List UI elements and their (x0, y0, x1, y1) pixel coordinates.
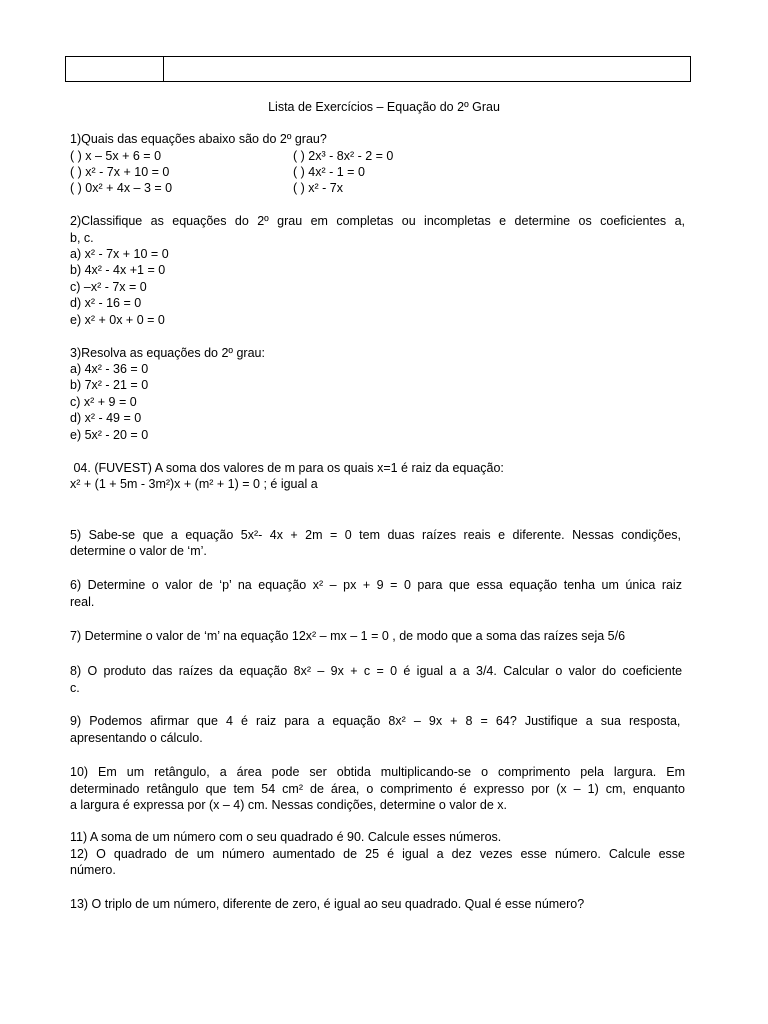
q7-text: 7) Determine o valor de ‘m’ na equação 12x² – mx – 1 = 0 , de modo que a soma das raízes seja 5/6 (70, 629, 626, 643)
q9-text: 9) Podemos afirmar que 4 é raiz para a equação 8x² – 9x + 8 = 64? Justifique a sua resposta, (70, 714, 681, 728)
q5-text-cont: determine o valor de ‘m’. (70, 544, 207, 558)
q1-option: ( ) x² - 7x + 10 = 0 (70, 165, 170, 179)
q2-prompt-cont: b, c. (70, 231, 94, 245)
header-cell-left (66, 57, 164, 81)
q4-text: 04. (FUVEST) A soma dos valores de m para os quais x=1 é raiz da equação: (70, 461, 504, 475)
q2-item: c) –x² - 7x = 0 (70, 280, 147, 294)
q10-text: 10) Em um retângulo, a área pode ser obtida multiplicando-se o comprimento pela largura. Em (70, 765, 685, 779)
q5-text: 5) Sabe-se que a equação 5x²- 4x + 2m = 0 tem duas raízes reais e diferente. Nessas condições, (70, 528, 682, 542)
q1-prompt: 1)Quais das equações abaixo são do 2º grau? (70, 132, 327, 146)
q8-text: 8) O produto das raízes da equação 8x² – 9x + c = 0 é igual a a 3/4. Calcular o valor do coeficiente (70, 664, 683, 678)
q2-item: b) 4x² - 4x +1 = 0 (70, 263, 166, 277)
header-cell-right (164, 57, 690, 81)
q1-option: ( ) x² - 7x (293, 181, 343, 195)
document-title: Lista de Exercícios – Equação do 2º Grau (268, 100, 500, 114)
q3-item: b) 7x² - 21 = 0 (70, 378, 149, 392)
q4-equation: x² + (1 + 5m - 3m²)x + (m² + 1) = 0 ; é igual a (70, 477, 318, 491)
q12-text: 12) O quadrado de um número aumentado de 25 é igual a dez vezes esse número. Calcule esse (70, 847, 685, 861)
q9-text-cont: apresentando o cálculo. (70, 731, 203, 745)
q2-prompt: 2)Classifique as equações do 2º grau em completas ou incompletas e determine os coeficientes a, (70, 214, 685, 228)
q3-item: c) x² + 9 = 0 (70, 395, 137, 409)
header-table (65, 56, 691, 82)
q1-option: ( ) 4x² - 1 = 0 (293, 165, 365, 179)
q13-text: 13) O triplo de um número, diferente de zero, é igual ao seu quadrado. Qual é esse número? (70, 897, 585, 911)
q10-text-cont: a largura é expressa por (x – 4) cm. Nessas condições, determine o valor de x. (70, 798, 508, 812)
q1-option: ( ) 0x² + 4x – 3 = 0 (70, 181, 173, 195)
q1-option: ( ) 2x³ - 8x² - 2 = 0 (293, 149, 394, 163)
q10-text-cont: determinado retângulo que tem 54 cm² de área, o comprimento é expresso por (x – 1) cm, enquanto (70, 782, 685, 796)
q12-text-cont: número. (70, 863, 116, 877)
q3-prompt: 3)Resolva as equações do 2º grau: (70, 346, 265, 360)
q2-item: e) x² + 0x + 0 = 0 (70, 313, 165, 327)
q2-item: d) x² - 16 = 0 (70, 296, 142, 310)
q6-text: 6) Determine o valor de ‘p’ na equação x² – px + 9 = 0 para que essa equação tenha um única raiz (70, 578, 682, 592)
q1-option: ( ) x – 5x + 6 = 0 (70, 149, 162, 163)
q6-text-cont: real. (70, 595, 95, 609)
q11-text: 11) A soma de um número com o seu quadrado é 90. Calcule esses números. (70, 830, 502, 844)
q3-item: e) 5x² - 20 = 0 (70, 428, 149, 442)
q3-item: d) x² - 49 = 0 (70, 411, 142, 425)
q8-text-cont: c. (70, 681, 80, 695)
q2-item: a) x² - 7x + 10 = 0 (70, 247, 169, 261)
q3-item: a) 4x² - 36 = 0 (70, 362, 149, 376)
